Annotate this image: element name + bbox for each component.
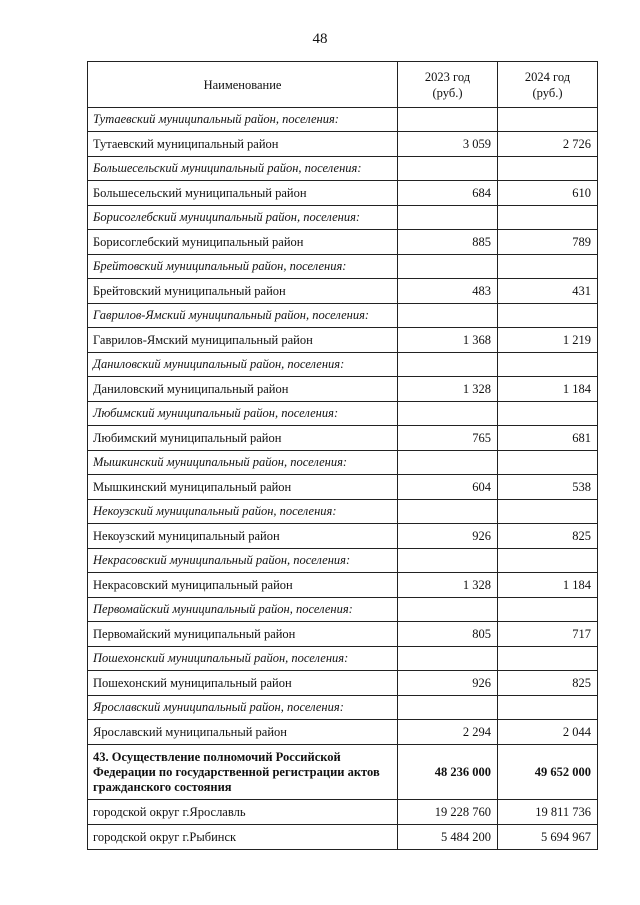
table-row (88, 573, 598, 598)
group-name-cell: Любимский муниципальный район, поселения: (88, 402, 398, 426)
value-2024-cell (498, 402, 598, 426)
value-2024-cell: 610 (498, 181, 598, 206)
value-2024-cell (498, 647, 598, 671)
value-2023-cell: 1 328 (398, 377, 498, 402)
name-cell: Гаврилов-Ямский муниципальный район (88, 328, 398, 353)
value-2024-cell: 1 184 (498, 377, 598, 402)
header-2023-unit: (руб.) (432, 85, 463, 100)
value-2024-cell: 1 219 (498, 328, 598, 353)
value-2023-cell (398, 451, 498, 475)
name-cell: Борисоглебский муниципальный район (88, 230, 398, 255)
value-2023-cell: 805 (398, 622, 498, 647)
group-header-row (88, 647, 598, 671)
value-2024-cell (498, 500, 598, 524)
value-2023-cell: 3 059 (398, 132, 498, 157)
value-2023-cell: 926 (398, 524, 498, 549)
group-header-row (88, 206, 598, 230)
section-row (88, 745, 598, 800)
table-row (88, 800, 598, 825)
group-header-row (88, 353, 598, 377)
name-cell: Даниловский муниципальный район (88, 377, 398, 402)
value-2024-cell (498, 304, 598, 328)
value-2024-cell: 789 (498, 230, 598, 255)
value-2023-cell: 19 228 760 (398, 800, 498, 825)
header-2023 (398, 62, 498, 108)
group-name-cell: Тутаевский муниципальный район, поселения: (88, 108, 398, 132)
value-2023-cell: 1 368 (398, 328, 498, 353)
value-2023-cell (398, 696, 498, 720)
group-name-cell: Мышкинский муниципальный район, поселения: (88, 451, 398, 475)
value-2024-cell: 825 (498, 671, 598, 696)
value-2023-cell: 684 (398, 181, 498, 206)
group-name-cell: Брейтовский муниципальный район, поселения: (88, 255, 398, 279)
value-2024-cell (498, 108, 598, 132)
group-name-cell: Борисоглебский муниципальный район, поселения: (88, 206, 398, 230)
table-row (88, 671, 598, 696)
value-2023-cell (398, 206, 498, 230)
group-name-cell: Ярославский муниципальный район, поселения: (88, 696, 398, 720)
value-2024-cell: 49 652 000 (498, 745, 598, 800)
table-header-row (88, 62, 598, 108)
name-cell: Тутаевский муниципальный район (88, 132, 398, 157)
table-row (88, 475, 598, 500)
group-header-row (88, 451, 598, 475)
value-2023-cell: 1 328 (398, 573, 498, 598)
table-body (88, 108, 598, 850)
group-name-cell: Гаврилов-Ямский муниципальный район, поселения: (88, 304, 398, 328)
name-cell: городской округ г.Рыбинск (88, 825, 398, 850)
value-2023-cell (398, 500, 498, 524)
value-2024-cell (498, 157, 598, 181)
value-2024-cell (498, 549, 598, 573)
name-cell: Большесельский муниципальный район (88, 181, 398, 206)
page-number: 48 (312, 31, 328, 47)
value-2023-cell (398, 549, 498, 573)
header-2023-year: 2023 год (424, 69, 471, 84)
value-2023-cell: 2 294 (398, 720, 498, 745)
table-row (88, 426, 598, 451)
group-header-row (88, 108, 598, 132)
value-2023-cell: 604 (398, 475, 498, 500)
header-name: Наименование (88, 62, 398, 108)
value-2024-cell: 825 (498, 524, 598, 549)
group-header-row (88, 696, 598, 720)
group-header-row (88, 255, 598, 279)
name-cell: 43. Осуществление полномочий Российской Федерации по государственной регистрации актов гражданского состояния (88, 745, 398, 800)
value-2024-cell: 431 (498, 279, 598, 304)
group-header-row (88, 157, 598, 181)
table-row (88, 825, 598, 850)
value-2024-cell (498, 451, 598, 475)
value-2023-cell: 926 (398, 671, 498, 696)
table-row (88, 328, 598, 353)
table-row (88, 622, 598, 647)
name-cell: Некрасовский муниципальный район (88, 573, 398, 598)
value-2023-cell: 483 (398, 279, 498, 304)
value-2024-cell: 538 (498, 475, 598, 500)
value-2024-cell: 1 184 (498, 573, 598, 598)
table-row (88, 720, 598, 745)
value-2023-cell (398, 402, 498, 426)
table-row (88, 181, 598, 206)
group-name-cell: Пошехонский муниципальный район, поселения: (88, 647, 398, 671)
value-2023-cell: 885 (398, 230, 498, 255)
value-2023-cell: 765 (398, 426, 498, 451)
name-cell: Некоузский муниципальный район (88, 524, 398, 549)
group-name-cell: Первомайский муниципальный район, поселения: (88, 598, 398, 622)
name-cell: Первомайский муниципальный район (88, 622, 398, 647)
table-row (88, 279, 598, 304)
value-2023-cell (398, 598, 498, 622)
value-2024-cell: 5 694 967 (498, 825, 598, 850)
group-name-cell: Большесельский муниципальный район, поселения: (88, 157, 398, 181)
group-header-row (88, 598, 598, 622)
value-2023-cell (398, 255, 498, 279)
name-cell: Брейтовский муниципальный район (88, 279, 398, 304)
value-2024-cell (498, 353, 598, 377)
value-2024-cell: 2 726 (498, 132, 598, 157)
value-2023-cell: 5 484 200 (398, 825, 498, 850)
table-row (88, 524, 598, 549)
value-2023-cell (398, 647, 498, 671)
group-header-row (88, 500, 598, 524)
table-row (88, 230, 598, 255)
name-cell: Мышкинский муниципальный район (88, 475, 398, 500)
group-name-cell: Даниловский муниципальный район, поселения: (88, 353, 398, 377)
group-header-row (88, 549, 598, 573)
name-cell: Пошехонский муниципальный район (88, 671, 398, 696)
value-2023-cell (398, 157, 498, 181)
group-header-row (88, 402, 598, 426)
value-2023-cell (398, 108, 498, 132)
group-name-cell: Некоузский муниципальный район, поселения: (88, 500, 398, 524)
value-2024-cell: 19 811 736 (498, 800, 598, 825)
value-2023-cell (398, 353, 498, 377)
value-2024-cell (498, 696, 598, 720)
group-header-row (88, 304, 598, 328)
value-2023-cell (398, 304, 498, 328)
header-2024-unit: (руб.) (532, 85, 563, 100)
header-2024-year: 2024 год (524, 69, 571, 84)
group-name-cell: Некрасовский муниципальный район, поселения: (88, 549, 398, 573)
value-2023-cell: 48 236 000 (398, 745, 498, 800)
table-row (88, 132, 598, 157)
value-2024-cell: 681 (498, 426, 598, 451)
name-cell: Любимский муниципальный район (88, 426, 398, 451)
value-2024-cell: 717 (498, 622, 598, 647)
value-2024-cell (498, 206, 598, 230)
value-2024-cell (498, 598, 598, 622)
budget-table (87, 61, 598, 850)
value-2024-cell: 2 044 (498, 720, 598, 745)
name-cell: городской округ г.Ярославль (88, 800, 398, 825)
name-cell: Ярославский муниципальный район (88, 720, 398, 745)
value-2024-cell (498, 255, 598, 279)
table-row (88, 377, 598, 402)
header-2024 (498, 62, 598, 108)
